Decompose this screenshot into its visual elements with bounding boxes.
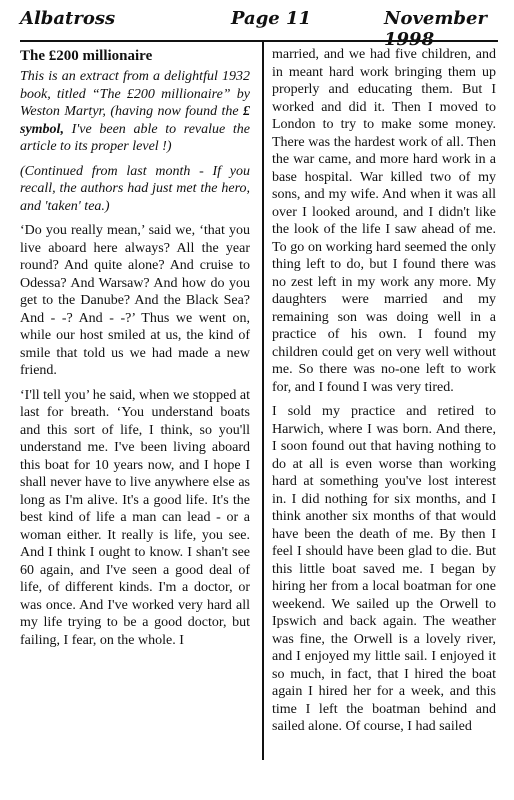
article-continued-note: (Continued from last month - If you recall, the authors had just met the hero, and 'taken' tea.) [20,163,250,214]
intro-symbol: £ symbol, [20,104,250,137]
body-paragraph: ‘I'll tell you’ he said, when we stopped at last for breath. ‘You understand boats and this sort of life, I think, so you'll understand me. I've been living aboard this boat for 10 years now, and I hope I shall never have to live anywhere else as long as I'm alive. It's a good life. It's the best kind of life a man can lead - or a woman either. It really is life, you see. And I think I ought to know. I shan't see 60 again, and I've seen a good deal of life, of different kinds. I'm a doctor, or was once. And I've worked very hard all my life trying to be a good doctor, but failing, I fear, on the whole. I [20,387,250,648]
left-column [20,46,250,656]
body-paragraph: ‘Do you really mean,’ said we, ‘that you live aboard here always? All the year round? And quite alone? And cruise to Odessa? And Warsaw? And how do you get to the Danube? And the Black Sea? And - -? And - -?’ Thus we went on, while our host smiled at us, the kind of smile that told us we had made a new friend. [20,223,250,378]
article-intro [20,68,250,156]
column-divider [262,42,264,760]
publication-name: Albatross [20,8,116,29]
article-title: The £200 millionaire [20,48,153,64]
body-paragraph: married, and we had five children, and in meant hard work bringing them up properly and educating them. But I worked and did it. Then I moved to London to try to make some money. There was the hardest work of all. Then the war came, and more hard work in a base hospital. War killed two of my sons, and my wife. And when it was all over I looked around, and I didn't like the look of the life I saw ahead of me. To go on working hard seemed the only thing left to do, but I found there was no zest left in my work any more. My daughters were married and my remaining son was doing well in a practice of his own. I found my children could get on very well without me. So there was no-one left to work for, and I found I was very tired. [272,47,496,395]
body-paragraph: I sold my practice and retired to Harwich, where I was born. And there, I soon found out that having nothing to do at all is even worse than working hard at something you've lost interest in. I did nothing for six months, and I think another six months of that would have been the death of me. By then I feel I should have been glad to die. But this little boat saved me. I began by hiring her from a local boatman for one weekend. We sailed up the Orwell to Ipswich and back again. The weather was fine, the Orwell is a lovely river, and I enjoyed my little sail. I enjoyed it so much, in fact, that I hired the boat again I hired her for a week, and this time I left the boatman behind and sailed alone. Of course, I had sailed [272,404,496,734]
right-column [272,46,496,743]
header-rule [20,40,498,42]
intro-text-2: I've been able to revalue the article to its proper level !) [20,121,250,154]
intro-text-1: This is an extract from a delightful 1932 book, titled “The £200 millionaire” by Weston Martyr, (having now found the [20,69,250,119]
page-number: Page 11 [231,8,312,29]
page-header [0,0,514,50]
issue-date: November 1998 [384,8,487,50]
